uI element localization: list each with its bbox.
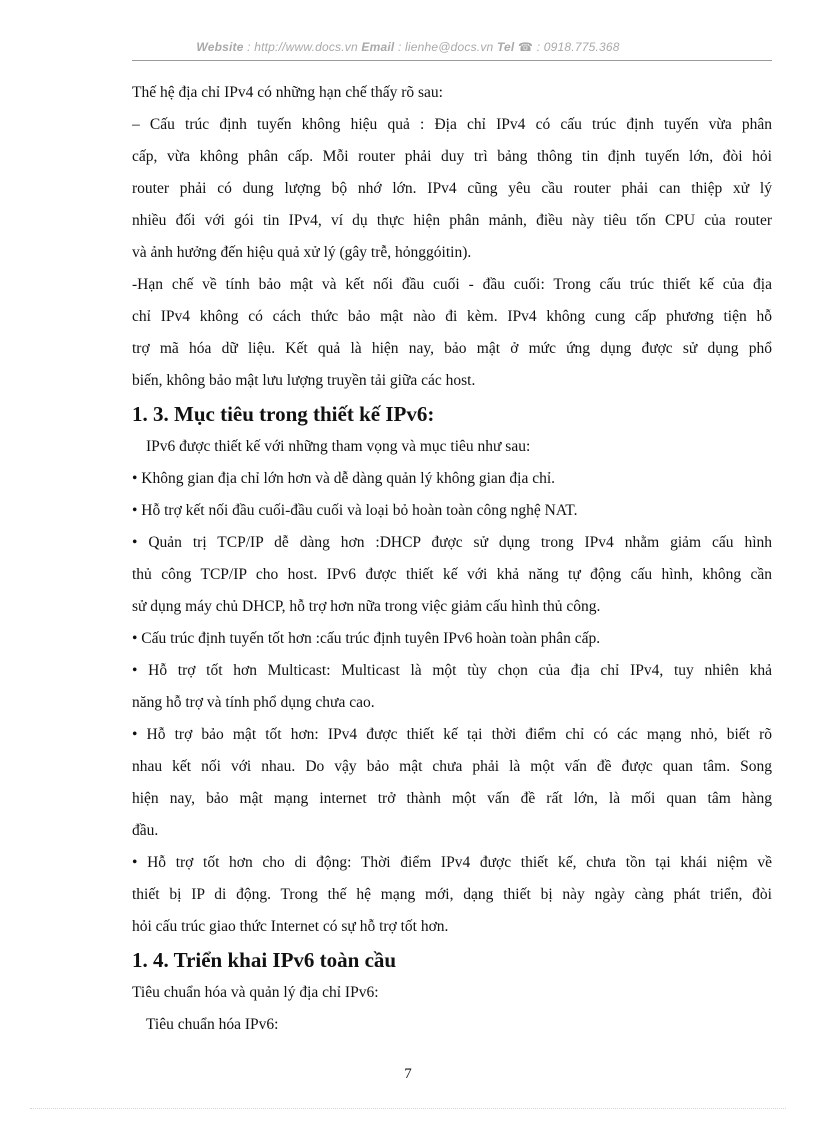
paragraph-line: nhiều đối với gói tin IPv4, ví dụ thực hiện phân mảnh, điều này tiêu tốn CPU của router — [132, 212, 772, 229]
paragraph-line: IPv6 được thiết kế với những tham vọng và mục tiêu như sau: — [146, 438, 531, 455]
paragraph-line: năng hỗ trợ và tính phổ dụng chưa cao. — [132, 694, 375, 711]
bullet-line: • Không gian địa chỉ lớn hơn và dễ dàng quản lý không gian địa chỉ. — [132, 470, 556, 487]
bullet-line: • Hỗ trợ kết nối đầu cuối-đầu cuối và loại bỏ hoàn toàn công nghệ NAT. — [132, 502, 578, 519]
bullet-line: • Hỗ trợ tốt hơn cho di động: Thời điểm IPv4 được thiết kế, chưa tồn tại khái niệm về — [132, 854, 772, 871]
header-divider — [132, 60, 772, 61]
paragraph-line: hiện nay, bảo mật mạng internet trở thành một vấn đề rất lớn, là mối quan tâm hàng — [132, 790, 772, 807]
page-number: 7 — [404, 1066, 412, 1082]
paragraph-line: và ảnh hưởng đến hiệu quả xử lý (gây trễ, hỏnggóitin). — [132, 244, 472, 261]
paragraph-line: biến, không bảo mật lưu lượng truyền tải giữa các host. — [132, 372, 476, 389]
phone-icon: ☎ — [518, 40, 534, 54]
website-label: Website — [196, 40, 244, 54]
footer-divider — [30, 1108, 786, 1109]
paragraph-line: hỏi cấu trúc giao thức Internet có sự hỗ trợ tốt hơn. — [132, 918, 449, 935]
paragraph-line: Thế hệ địa chỉ IPv4 có những hạn chế thấy rõ sau: — [132, 84, 443, 101]
paragraph-line: trợ mã hóa dữ liệu. Kết quả là hiện nay, bảo mật ở mức ứng dụng được sử dụng phổ — [132, 340, 772, 357]
paragraph-line: cấp, vừa không phân cấp. Mỗi router phải duy trì bảng thông tin định tuyến lớn, đòi hỏi — [132, 148, 772, 165]
email-label: Email — [361, 40, 395, 54]
paragraph-line: thủ công TCP/IP cho host. IPv6 được thiết kế với khả năng tự động cấu hình, không cần — [132, 566, 772, 583]
bullet-line: • Cấu trúc định tuyến tốt hơn :cấu trúc định tuyên IPv6 hoàn toàn phân cấp. — [132, 630, 601, 647]
paragraph-line: -Hạn chế về tính bảo mật và kết nối đầu cuối - đầu cuối: Trong cấu trúc thiết kế của địa — [132, 276, 772, 293]
paragraph-line: Tiêu chuẩn hóa IPv6: — [146, 1016, 279, 1033]
paragraph-line: – Cấu trúc định tuyến không hiệu quả : Địa chỉ IPv4 có cấu trúc định tuyến vừa phân — [132, 116, 772, 133]
paragraph-line: chỉ IPv4 không có cách thức bảo mật nào đi kèm. IPv4 không cung cấp phương tiện hỗ — [132, 308, 772, 325]
tel-number: : 0918.775.368 — [536, 40, 620, 54]
email-address[interactable]: : lienhe@docs.vn — [397, 40, 494, 54]
paragraph-line: router phải có dung lượng bộ nhớ lớn. IPv4 cũng yêu cầu router phải can thiệp xử lý — [132, 180, 772, 197]
paragraph-line: sử dụng máy chủ DHCP, hỗ trợ hơn nữa trong việc giảm cấu hình thủ công. — [132, 598, 601, 615]
paragraph-line: Tiêu chuẩn hóa và quản lý địa chỉ IPv6: — [132, 984, 379, 1001]
section-heading-1-4: 1. 4. Triển khai IPv6 toàn cầu — [132, 948, 397, 972]
page-header — [0, 40, 816, 54]
bullet-line: • Quản trị TCP/IP dễ dàng hơn :DHCP được sử dụng trong IPv4 nhằm giảm cấu hình — [132, 534, 772, 551]
tel-label: Tel — [496, 40, 515, 54]
website-url[interactable]: : http://www.docs.vn — [247, 40, 358, 54]
paragraph-line: đầu. — [132, 822, 159, 839]
paragraph-line: thiết bị IP di động. Trong thế hệ mạng mới, dạng thiết bị này ngày càng phát triển, đòi — [132, 886, 772, 903]
bullet-line: • Hỗ trợ tốt hơn Multicast: Multicast là một tùy chọn của địa chỉ IPv4, tuy nhiên khả — [132, 662, 772, 679]
bullet-line: • Hỗ trợ bảo mật tốt hơn: IPv4 được thiết kế tại thời điểm chỉ có các mạng nhỏ, biết rõ — [132, 726, 772, 743]
paragraph-line: nhau kết nối với nhau. Do vậy bảo mật chưa phải là một vấn đề được quan tâm. Song — [132, 758, 772, 775]
section-heading-1-3: 1. 3. Mục tiêu trong thiết kế IPv6: — [132, 402, 435, 426]
document-body — [132, 77, 772, 1041]
